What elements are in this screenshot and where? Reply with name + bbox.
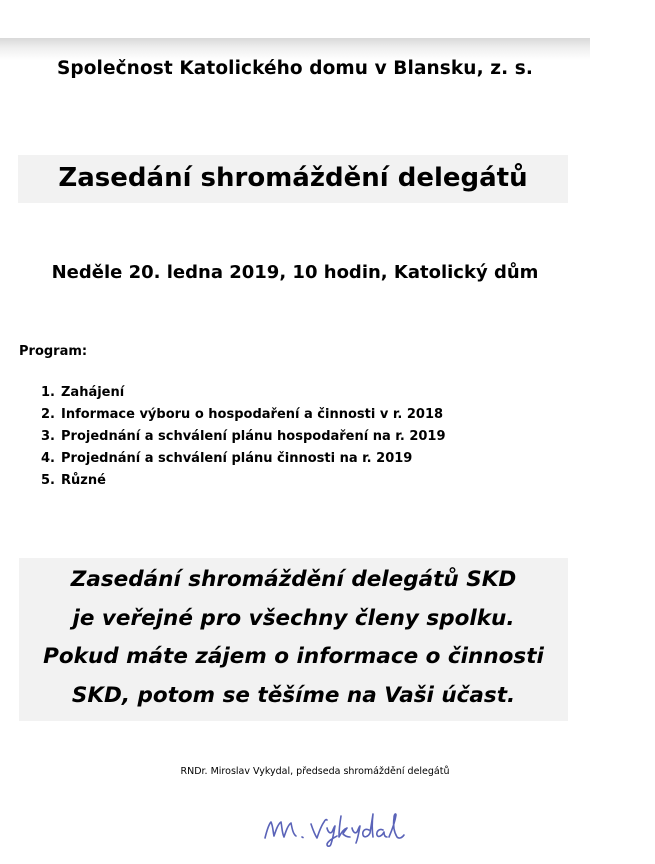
signer-name-role: RNDr. Miroslav Vykydal, předseda shromáždění delegátů [180, 766, 450, 777]
program-item-text: Zahájení [61, 385, 125, 400]
notice-line: SKD, potom se těšíme na Vaši účast. [71, 682, 516, 708]
program-item-number: 4. [41, 451, 55, 466]
notice-line: je veřejné pro všechny členy spolku. [72, 605, 515, 631]
program-item-number: 1. [41, 385, 55, 400]
program-item-number: 3. [41, 429, 55, 444]
program-item-text: Informace výboru o hospodaření a činnosti v r. 2018 [61, 407, 444, 422]
program-item [41, 404, 446, 426]
program-item-text: Projednání a schválení plánu hospodaření na r. 2019 [61, 429, 446, 444]
top-header-shadow [0, 38, 590, 60]
program-item-number: 2. [41, 407, 55, 422]
program-list [41, 382, 446, 492]
program-item-text: Projednání a schválení plánu činnosti na r. 2019 [61, 451, 413, 466]
notice-line: Zasedání shromáždění delegátů SKD [70, 567, 517, 592]
public-notice [19, 561, 568, 715]
document-title: Zasedání shromáždění delegátů [58, 163, 528, 193]
notice-line: Pokud máte zájem o informace o činnosti [43, 644, 544, 669]
program-item-text: Různé [61, 473, 106, 488]
program-item [41, 382, 446, 404]
meeting-date-place: Neděle 20. ledna 2019, 10 hodin, Katolický dům [51, 262, 539, 283]
program-item [41, 448, 446, 470]
program-item [41, 426, 446, 448]
handwritten-signature [255, 800, 415, 850]
organization-name: Společnost Katolického domu v Blansku, z. s. [56, 58, 534, 79]
program-label: Program: [19, 344, 88, 359]
program-item-number: 5. [41, 473, 55, 488]
program-item [41, 470, 446, 492]
